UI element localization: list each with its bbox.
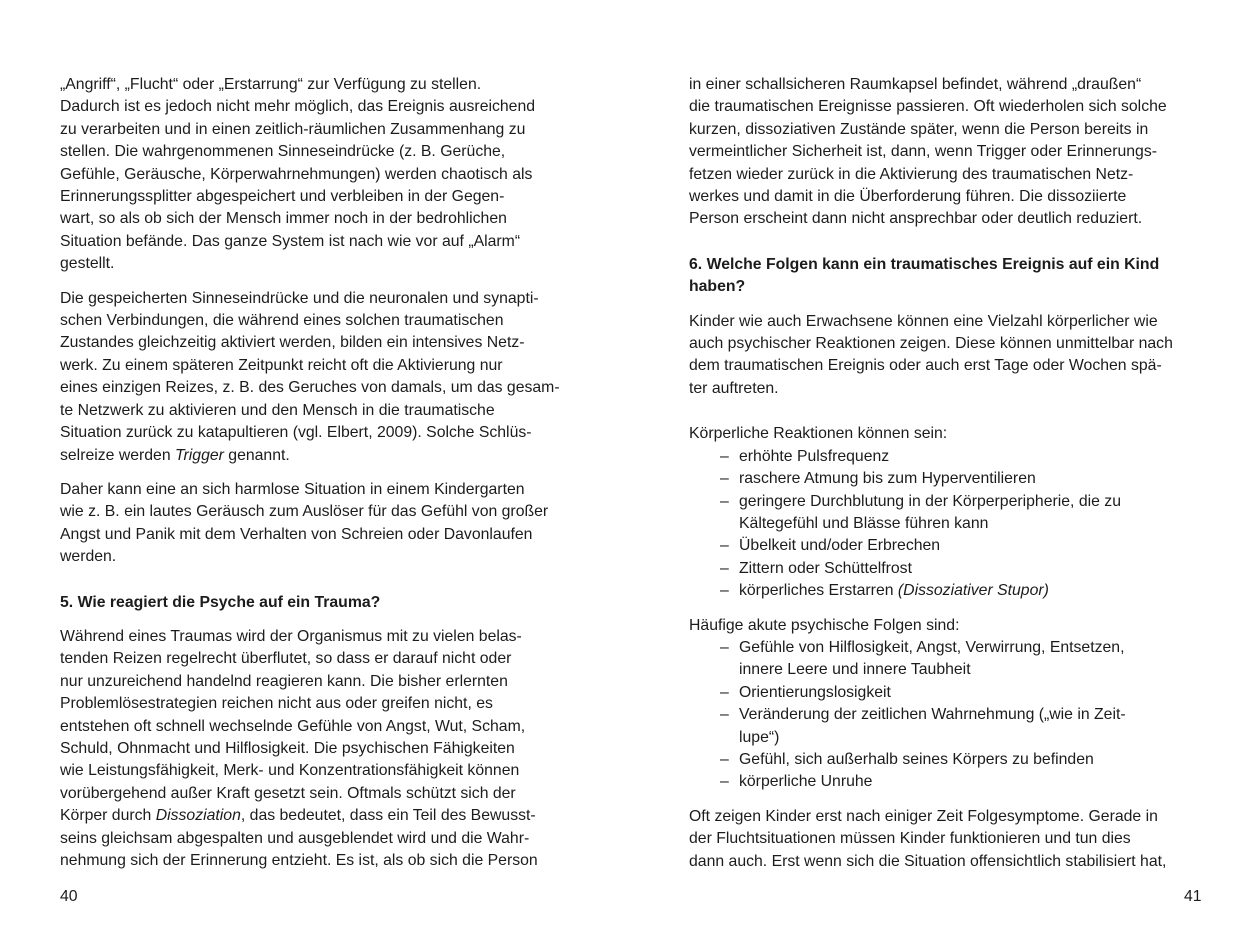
page-number: 40 <box>60 888 78 905</box>
paragraph: Kinder wie auch Erwachsene können eine Vielzahl körperlicher wie auch psychischer Reaktionen zeigen. Diese können unmittelbar nach dem traumatischen Ereignis oder auch erst Tage oder Wochen spä- ter auftreten. <box>689 312 1173 397</box>
text-line: selreize werden Trigger genannt. <box>60 446 290 464</box>
right-page <box>689 74 1201 873</box>
list-item: – Orientierungslosigkeit <box>720 683 891 701</box>
section-heading: 6. Welche Folgen kann ein traumatisches Ereignis auf ein Kind haben? <box>689 255 1160 296</box>
list-item: – erhöhte Pulsfrequenz <box>720 447 890 465</box>
list-item-continuation: Kältegefühl und Blässe führen kann <box>739 514 989 532</box>
left-page <box>60 74 572 872</box>
list-item: – körperliches Erstarren (Dissoziativer Stupor) <box>720 582 1049 600</box>
list-item: – Gefühle von Hilflosigkeit, Angst, Verwirrung, Entsetzen, <box>720 638 1125 656</box>
text-line: Körper durch Dissoziation, das bedeutet, dass ein Teil des Bewusst- <box>60 807 536 825</box>
list-item-continuation: lupe“) <box>739 728 780 746</box>
list-item: – Zittern oder Schüttelfrost <box>720 559 912 577</box>
paragraph: Während eines Traumas wird der Organismus mit zu vielen belas- tenden Reizen regelrecht überflutet, so dass er darauf nicht oder nur unzureichend handelnd reagieren kann. Die bisher erlernten Problemlösestrategien reichen nicht aus oder greifen nicht, es entstehen oft schnell wechselnde Gefühle von Angst, Wut, Scham, Schuld, Ohnmacht und Hilflosigkeit. Die psychischen Fähigkeiten wie Leistungsfähigkeit, Merk- und Konzentrationsfähigkeit können vorübergehend außer Kraft gesetzt sein. Oftmals schützt sich der Körper durch Dissoziation, das bedeutet, dass ein Teil des Bewusst- seins gleichsam abgespalten und ausgeblendet wird und die Wahr- nehmung sich der Erinnerung entzieht. Es ist, als ob sich die Person <box>60 626 572 872</box>
paragraph: in einer schallsicheren Raumkapsel befindet, während „draußen“ die traumatischen Ereignisse passieren. Oft wiederholen sich solche kurzen, dissoziativen Zustände später, wenn die Person bereits in vermeintlicher Sicherheit ist, dann, wenn Trigger oder Erinnerungs- fetzen wieder zurück in die Aktivierung des traumatischen Netz- werkes und damit in die Überforderung führen. Die dissoziierte Person erscheint dann nicht ansprechbar oder deutlich reduziert. <box>689 76 1167 228</box>
list-item: – raschere Atmung bis zum Hyperventilieren <box>720 470 1036 488</box>
list-intro: Körperliche Reaktionen können sein: <box>689 425 948 443</box>
list-intro: Häufige akute psychische Folgen sind: <box>689 616 960 634</box>
physical-reactions-list <box>689 446 1201 603</box>
page-number: 41 <box>1184 888 1202 905</box>
list-item: – Veränderung der zeitlichen Wahrnehmung („wie in Zeit- <box>720 706 1126 724</box>
list-item-continuation: innere Leere und innere Taubheit <box>739 661 971 679</box>
list-item: – körperliche Unruhe <box>720 773 873 791</box>
paragraph: Oft zeigen Kinder erst nach einiger Zeit Folgesymptome. Gerade in der Fluchtsituationen müssen Kinder funktionieren und tun dies dann auch. Erst wenn sich die Situation offensichtlich stabilisiert hat, <box>689 807 1167 870</box>
paragraph: „Angriff“, „Flucht“ oder „Erstarrung“ zur Verfügung zu stellen. Dadurch ist es jedoch nicht mehr möglich, das Ereignis ausreichend zu verarbeiten und in einen zeitlich-räumlichen Zusammenhang zu stellen. Die wahrgenommenen Sinneseindrücke (z. B. Gerüche, Gefühle, Geräusche, Körperwahrnehmungen) werden chaotisch als Erinnerungssplitter abgespeichert und verbleiben in der Gegen- wart, so als ob sich der Mensch immer noch in der bedrohlichen Situation befände. Das ganze System ist nach wie vor auf „Alarm“ gestellt. <box>60 76 536 273</box>
section-heading: 5. Wie reagiert die Psyche auf ein Trauma? <box>60 593 381 611</box>
paragraph: Daher kann eine an sich harmlose Situation in einem Kindergarten wie z. B. ein lautes Geräusch zum Auslöser für das Gefühl von großer Angst und Panik mit dem Verhalten von Schreien oder Davonlaufen werden. <box>60 480 549 566</box>
paragraph: Die gespeicherten Sinneseindrücke und die neuronalen und synapti- schen Verbindungen, die während eines solchen traumatischen Zustandes gleichzeitig aktiviert werden, bilden ein intensives Netz- werk. Zu einem späteren Zeitpunkt reicht oft die Aktivierung nur eines einzigen Reizes, z. B. des Geruches von damals, um das gesam- te Netzwerk zu aktivieren und den Mensch in die traumatische Situation zurück zu katapultieren (vgl. Elbert, 2009). Solche Schlüs- selreize werden Trigger genannt. <box>60 288 572 467</box>
list-item: – Übelkeit und/oder Erbrechen <box>720 537 941 555</box>
psychological-effects-list <box>689 637 1201 794</box>
list-item: – Gefühl, sich außerhalb seines Körpers zu befinden <box>720 750 1094 768</box>
list-item: – geringere Durchblutung in der Körperperipherie, die zu <box>720 492 1121 510</box>
